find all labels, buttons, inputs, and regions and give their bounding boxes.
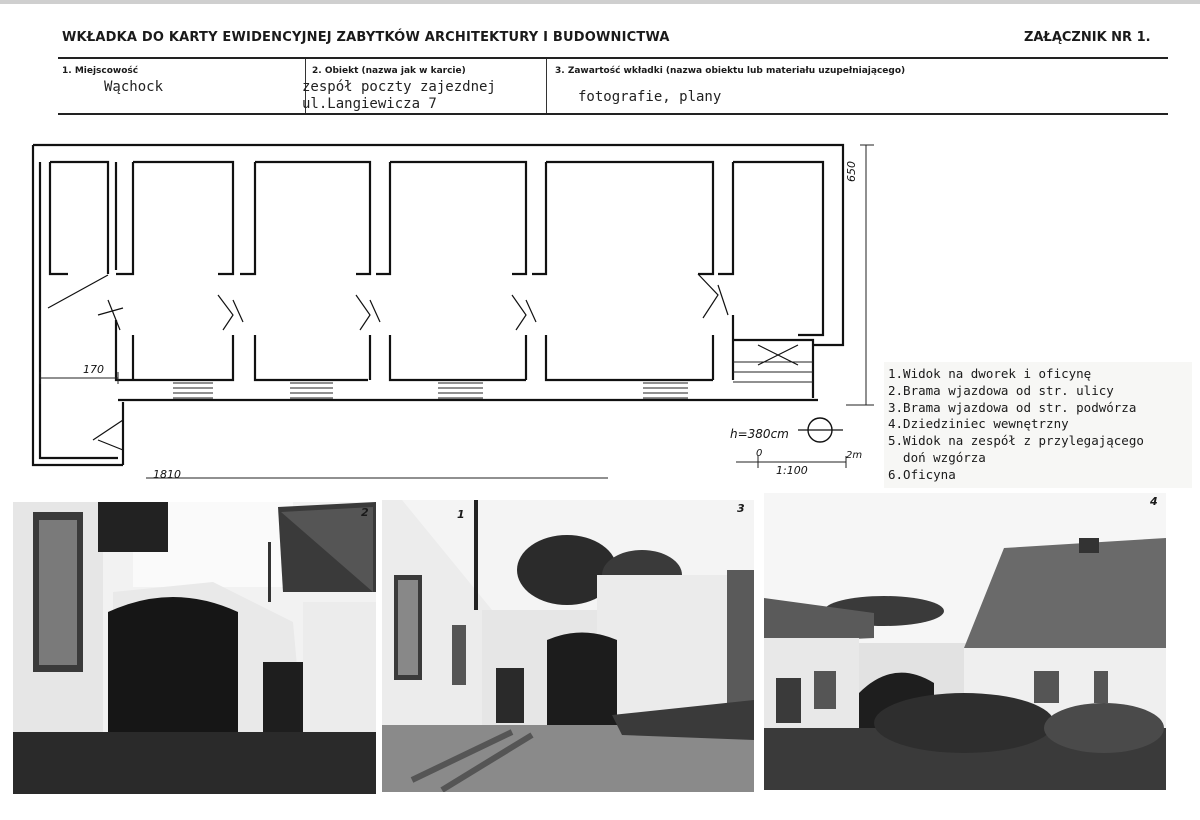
photo-number: 3	[737, 502, 745, 515]
object-value-line2: ul.Langiewicza 7	[302, 96, 437, 112]
photo-gate-courtyard-side	[382, 500, 754, 792]
form-title: WKŁADKA DO KARTY EWIDENCYJNEJ ZABYTKÓW ARCHITEKTURY I BUDOWNICTWA	[62, 30, 670, 45]
photo-gate-street-side	[13, 502, 376, 794]
annex-number: ZAŁĄCZNIK NR 1.	[1024, 30, 1151, 45]
photo-legend	[884, 362, 1192, 488]
dim-depth: 650	[845, 161, 858, 182]
photo-inset-number: 1	[457, 508, 465, 521]
object-label: 2. Obiekt (nazwa jak w karcie)	[312, 66, 466, 76]
locality-value: Wąchock	[104, 79, 164, 95]
contents-value: fotografie, plany	[578, 89, 722, 105]
legend-item: 6.Oficyna	[888, 466, 956, 482]
legend-item: doń wzgórza	[888, 449, 986, 465]
floor-plan	[28, 140, 878, 490]
scale-zero: 0	[756, 448, 763, 459]
contents-label: 3. Zawartość wkładki (nazwa obiektu lub materiału uzupełniającego)	[555, 66, 906, 76]
scan-edge	[0, 0, 1200, 4]
dim-side: 170	[83, 363, 104, 376]
legend-item: 3.Brama wjazdowa od str. podwórza	[888, 399, 1137, 415]
dim-width: 1810	[153, 468, 181, 481]
photo-number: 4	[1150, 495, 1158, 508]
field-divider-2	[546, 59, 547, 113]
legend-item: 1.Widok na dworek i oficynę	[888, 366, 1092, 381]
legend-item: 4.Dziedziniec wewnętrzny	[888, 416, 1069, 432]
legend-item: 2.Brama wjazdowa od str. ulicy	[888, 382, 1114, 398]
legend-item: 5.Widok na zespół z przylegającego	[888, 433, 1144, 449]
locality-label: 1. Miejscowość	[62, 66, 139, 76]
scale-ratio: 1:100	[776, 464, 808, 477]
photo-courtyard-interior	[764, 493, 1166, 790]
photo-number: 2	[361, 506, 369, 519]
scale-end: 2m	[846, 450, 863, 461]
header-rule-bottom	[58, 113, 1168, 115]
height-note: h=380cm	[730, 427, 789, 441]
header-rule-top	[58, 57, 1168, 59]
object-value-line1: zespół poczty zajezdnej	[302, 79, 496, 95]
